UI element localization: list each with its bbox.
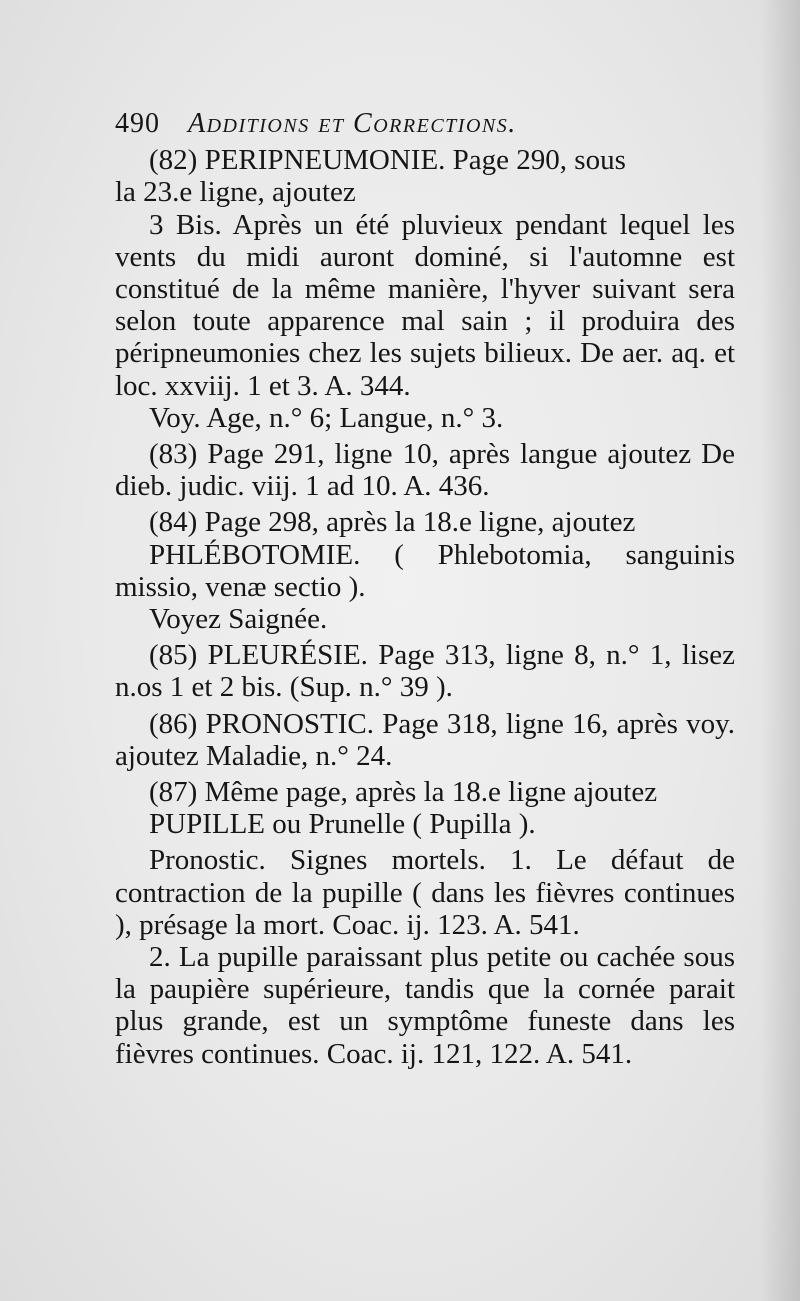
entry-86: (86) PRONOSTIC. Page 318, ligne 16, après voy. ajoutez Maladie, n.° 24. — [115, 707, 735, 772]
entry-82-crossref: Voy. Age, n.° 6; Langue, n.° 3. — [149, 401, 504, 434]
entry-82-line1: (82) PERIPNEUMONIE. Page 290, sous — [149, 144, 626, 177]
entry-84-crossref: Voyez Saignée. — [149, 603, 328, 636]
entry-84-line1: (84) Page 298, après la 18.e ligne, ajoutez — [149, 506, 636, 539]
entry-87-line1: (87) Même page, après la 18.e ligne ajoutez — [149, 776, 658, 809]
running-title: Additions et Corrections. — [188, 108, 517, 139]
running-header — [115, 108, 735, 140]
page-number: 490 — [115, 108, 160, 139]
entry-83: (83) Page 291, ligne 10, après langue ajoutez De dieb. judic. viij. 1 ad 10. A. 436. — [115, 438, 735, 503]
entry-87-para2: 2. La pupille paraissant plus petite ou cachée sous la paupière supérieure, tandis que la cornée parait plus grande, est un symptôme funeste dans les fièvres continues. Coac. ij. 121, 122. A. 541. — [115, 941, 735, 1070]
entry-85: (85) PLEURÉSIE. Page 313, ligne 8, n.° 1, lisez n.os 1 et 2 bis. (Sup. n.° 39 ). — [115, 639, 735, 704]
entry-87-para1: Pronostic. Signes mortels. 1. Le défaut de contraction de la pupille ( dans les fièvres continues ), présage la mort. Coac. ij. 123. A. 541. — [115, 844, 735, 941]
entry-84-body: PHLÉBOTOMIE. ( Phlebotomia, sanguinis missio, venæ sectio ). — [115, 538, 735, 603]
page-text — [115, 108, 735, 1070]
entry-87-head: PUPILLE ou Prunelle ( Pupilla ). — [149, 808, 536, 841]
entry-82-body: 3 Bis. Après un été pluvieux pendant lequel les vents du midi auront dominé, si l'automne est constitué de la même manière, l'hyver suivant sera selon toute apparence mal sain ; il produira des péripneumonies chez les sujets bilieux. De aer. aq. et loc. xxviij. 1 et 3. A. 344. — [115, 208, 735, 402]
entry-82-line2: la 23.e ligne, ajoutez — [115, 176, 356, 209]
page-edge-shadow — [760, 0, 800, 1301]
